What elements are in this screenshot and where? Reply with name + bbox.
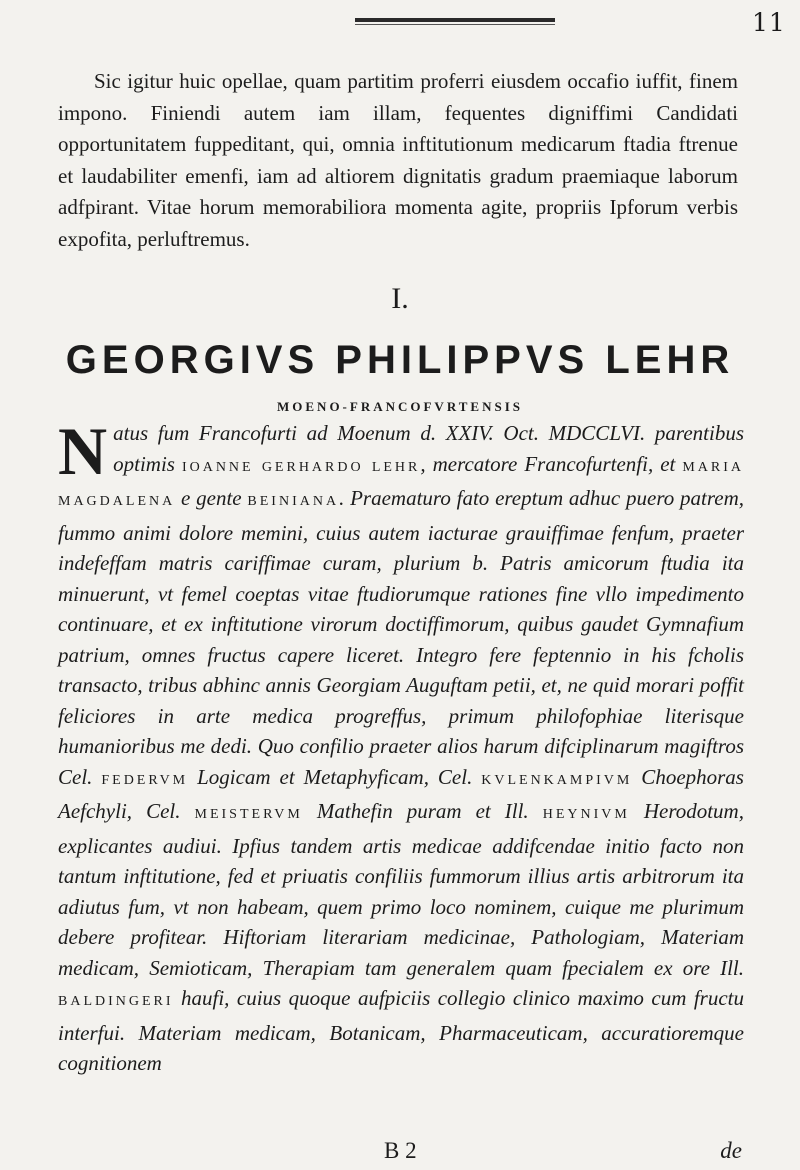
candidate-name: GEORGIVS PHILIPPVS LEHR: [65, 338, 735, 382]
vita-paragraph: [58, 413, 744, 1079]
teacher-meister: MEISTERVM: [194, 807, 303, 822]
teacher-baldinger: BALDINGERI: [58, 994, 174, 1009]
header-rule: [355, 18, 555, 28]
vita-text-4: . Praematuro fato ereptum adhuc puero patrem, fummo animi dolore memini, cuius autem iacturae grauiffimae fenfum, praeter indefeffam matris cariffimae curam, plurium b. Patris amicorum ftudia ita minuerunt, vt femel coeptas vitae ftudiorumque rationes fine vllo impedimento continuare, et ex inftitutione virorum doctiffimorum, quibus gaudet Gymnafium patrium, omnes fructus capere liceret. Integro fere feptennio in his fcholis transacto, tribus abhinc annis Georgiam Auguftam petii, et, ne quid morari poffit feliciores in arte medica progreffus, primum philofophiae literisque humanioribus me dedi. Quo confilio praeter alios harum difciplinarum magiftros Cel.: [58, 486, 744, 789]
vita-text-1: atus fum Francofurti ad Moenum d. XXIV. Oct. MDCCLVI. parentibus optimis: [113, 421, 744, 476]
header-rule-thin: [355, 24, 555, 25]
teacher-heyne: HEYNIVM: [542, 807, 630, 822]
vita-text-9: haufi, cuius quoque aufpiciis collegio clinico maximo cum fructu interfui. Materiam medicam, Botanicam, Pharmaceuticam, accuratioremque cognitionem: [58, 986, 744, 1075]
vita-text-2: , mercatore Francofurtenfi, et: [420, 451, 683, 476]
mother-name: MARIA MAGDALENA: [58, 459, 744, 509]
header-rule-thick: [355, 18, 555, 22]
vita-text-7: Mathefin puram et Ill.: [302, 799, 543, 823]
father-name: IOANNE GERHARDO LEHR: [181, 459, 421, 475]
signature-mark: B 2: [384, 1138, 417, 1163]
section-number: I.: [391, 282, 409, 315]
vita-text-8: Herodotum, explicantes audiui. Ipfius tandem artis medicae addifcendae initio facto non tantum inftitutione, fed et priuatis confiliis fummorum illius artis arbitrorum ita adiutus fum, vt non habeam, quem primo loco nominem, cuique me plurimum debere profitear. Hiftoriam literariam medicinae, Pathologiam, Materiam medicam, Semioticam, Therapiam tam generalem quam fpecialem ex ore Ill.: [58, 799, 744, 980]
family-name: BEINIANA: [247, 494, 340, 509]
candidate-origin: MOENO-FRANCOFVRTENSIS: [277, 399, 523, 414]
page-footer: [58, 1138, 744, 1166]
drop-cap: N: [58, 413, 108, 489]
page-number: 11: [752, 8, 786, 37]
teacher-kulenkamp: KVLENKAMPIVM: [481, 772, 633, 788]
vita-text-6: Choephoras Aefchyli, Cel.: [58, 764, 744, 823]
intro-paragraph: Sic igitur huic opellae, quam partitim proferri eiusdem occafio iuffit, finem impono. Finiendi autem iam illam, fequentes digniffimi Candidati opportunitatem fuppeditant, qui, omnia inftitutionum medicarum ftadia ftrenue et laudabiliter emenfi, iam ad altiorem dignitatis gradum praemiaque laborum adfpirant. Vitae horum memorabiliora momenta agite, propriis Ipforum verbis expofita, perluftremus.: [58, 69, 738, 251]
teacher-feder: FEDERVM: [101, 772, 189, 788]
vita-text-3: e gente: [175, 486, 248, 510]
catchword: de: [720, 1138, 742, 1163]
vita-text-5: Logicam et Metaphyficam, Cel.: [188, 764, 482, 789]
